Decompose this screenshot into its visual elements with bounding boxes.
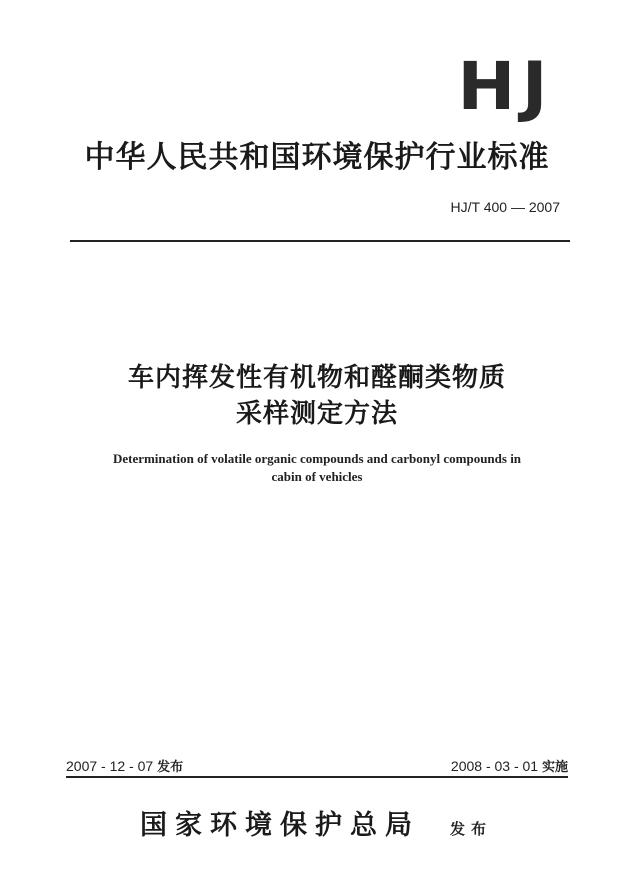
footer-divider	[66, 776, 568, 778]
chinese-title-line-1: 车内挥发性有机物和醛酮类物质	[127, 363, 506, 393]
chinese-title-line-2: 采样测定方法	[235, 399, 398, 429]
english-title-line-1: Determination of volatile organic compounds and carbonyl compounds in	[112, 451, 522, 466]
standard-code: HJ/T 400 — 2007	[450, 199, 560, 215]
standard-category-title: 中华人民共和国环境保护行业标准	[84, 140, 550, 175]
implementation-label: 实施	[541, 760, 568, 775]
issue-label: 发布	[157, 760, 184, 775]
header-divider	[70, 240, 570, 242]
hj-logo: HJ	[457, 48, 554, 125]
implementation-date	[451, 756, 568, 775]
publish-word: 发布	[450, 820, 493, 838]
issue-date-value: 2007 - 12 - 07	[66, 758, 154, 774]
implementation-date-value: 2008 - 03 - 01	[450, 758, 539, 774]
issue-date	[66, 756, 183, 775]
publisher-name: 国家环境保护总局	[140, 810, 420, 841]
english-title-line-2: cabin of vehicles	[271, 469, 363, 484]
